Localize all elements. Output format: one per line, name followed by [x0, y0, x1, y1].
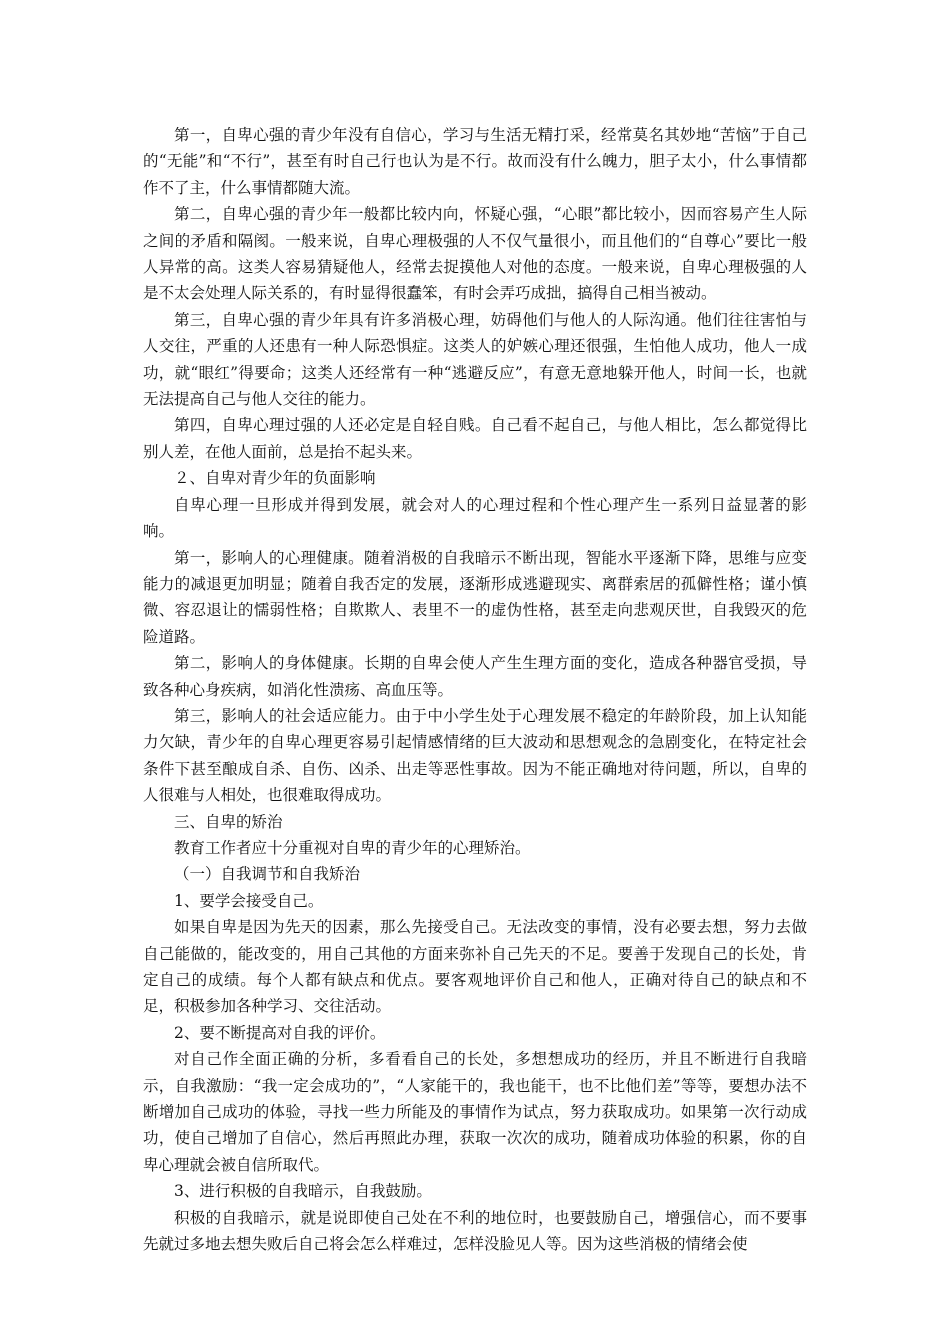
item-heading-3: 3、进行积极的自我暗示，自我鼓励。: [174, 1182, 432, 1201]
item-heading-2: 2、要不断提高对自我的评价。: [174, 1023, 386, 1042]
paragraph-5: 自卑心理一旦形成并得到发展，就会对人的心理过程和个性心理产生一系列日益显著的影响。: [143, 495, 807, 541]
document-body: [143, 122, 807, 1257]
subsection-heading-1: （一）自我调节和自我矫治: [174, 865, 361, 884]
paragraph-6: 第一，影响人的心理健康。随着消极的自我暗示不断出现，智能水平逐渐下降，思维与应变能力的减退更加明显；随着自我否定的发展，逐渐形成逃避现实、离群索居的孤僻性格；谨小慎微、容忍退让的懦弱性格；自欺欺人、表里不一的虚伪性格，甚至走向悲观厌世，自我毁灭的危险道路。: [143, 548, 807, 646]
section-heading-2: ２、自卑对青少年的负面影响: [174, 469, 376, 488]
paragraph-11: 对自己作全面正确的分析，多看看自己的长处，多想想成功的经历，并且不断进行自我暗示，自我激励：“我一定会成功的”，“人家能干的，我也能干，也不比他们差”等等，要想办法不断增加自己成功的体验，寻找一些力所能及的事情作为试点，努力获取成功。如果第一次行动成功，使自己增加了自信心，然后再照此办理，获取一次次的成功，随着成功体验的积累，你的自卑心理就会被自信所取代。: [143, 1050, 807, 1174]
paragraph-12: 积极的自我暗示，就是说即使自己处在不利的地位时，也要鼓励自己，增强信心，而不要事先就过多地去想失败后自己将会怎么样难过，怎样没脸见人等。因为这些消极的情绪会使: [143, 1208, 807, 1254]
paragraph-4: 第四，自卑心理过强的人还必定是自轻自贱。自己看不起自己，与他人相比，怎么都觉得比别人差，在他人面前，总是抬不起头来。: [143, 416, 807, 461]
paragraph-3: 第三，自卑心强的青少年具有许多消极心理，妨碍他们与他人的人际沟通。他们往往害怕与人交往，严重的人还患有一种人际恐惧症。这类人的妒嫉心理还很强，生怕他人成功，他人一成功，就“眼红”得要命；这类人还经常有一种“逃避反应”，有意无意地躲开他人，时间一长，也就无法提高自己与他人交往的能力。: [143, 310, 807, 409]
paragraph-1: 第一，自卑心强的青少年没有自信心，学习与生活无精打采，经常莫名其妙地“苦恼”于自己的“无能”和“不行”，甚至有时自己行也认为是不行。故而没有什么魄力，胆子太小，什么事情都作不了主，什么事情都随大流。: [143, 126, 807, 197]
section-heading-3: 三、自卑的矫治: [174, 812, 283, 831]
paragraph-10: 如果自卑是因为先天的因素，那么先接受自己。无法改变的事情，没有必要去想，努力去做自己能做的，能改变的，用自己其他的方面来弥补自己先天的不足。要善于发现自己的长处，肯定自己的成绩。每个人都有缺点和优点。要客观地评价自己和他人，正确对待自己的缺点和不足，积极参加各种学习、交往活动。: [143, 918, 807, 1016]
paragraph-2: 第二，自卑心强的青少年一般都比较内向，怀疑心强，“心眼”都比较小，因而容易产生人际之间的矛盾和隔阂。一般来说，自卑心理极强的人不仅气量很小，而且他们的“自尊心”要比一般人异常的高。这类人容易猜疑他人，经常去捉摸他人对他的态度。一般来说，自卑心理极强的人是不太会处理人际关系的，有时显得很蠢笨，有时会弄巧成拙，搞得自己相当被动。: [143, 205, 807, 303]
paragraph-9: 教育工作者应十分重视对自卑的青少年的心理矫治。: [174, 838, 531, 857]
paragraph-8: 第三，影响人的社会适应能力。由于中小学生处于心理发展不稳定的年龄阶段，加上认知能力欠缺，青少年的自卑心理更容易引起情感情绪的巨大波动和思想观念的急剧变化，在特定社会条件下甚至酿成自杀、自伤、凶杀、出走等恶性事故。因为不能正确地对待问题，所以，自卑的人很难与人相处，也很难取得成功。: [143, 706, 807, 805]
item-heading-1: 1、要学会接受自己。: [174, 891, 324, 910]
paragraph-7: 第二，影响人的身体健康。长期的自卑会使人产生生理方面的变化，造成各种器官受损，导致各种心身疾病，如消化性溃疡、高血压等。: [143, 654, 807, 699]
